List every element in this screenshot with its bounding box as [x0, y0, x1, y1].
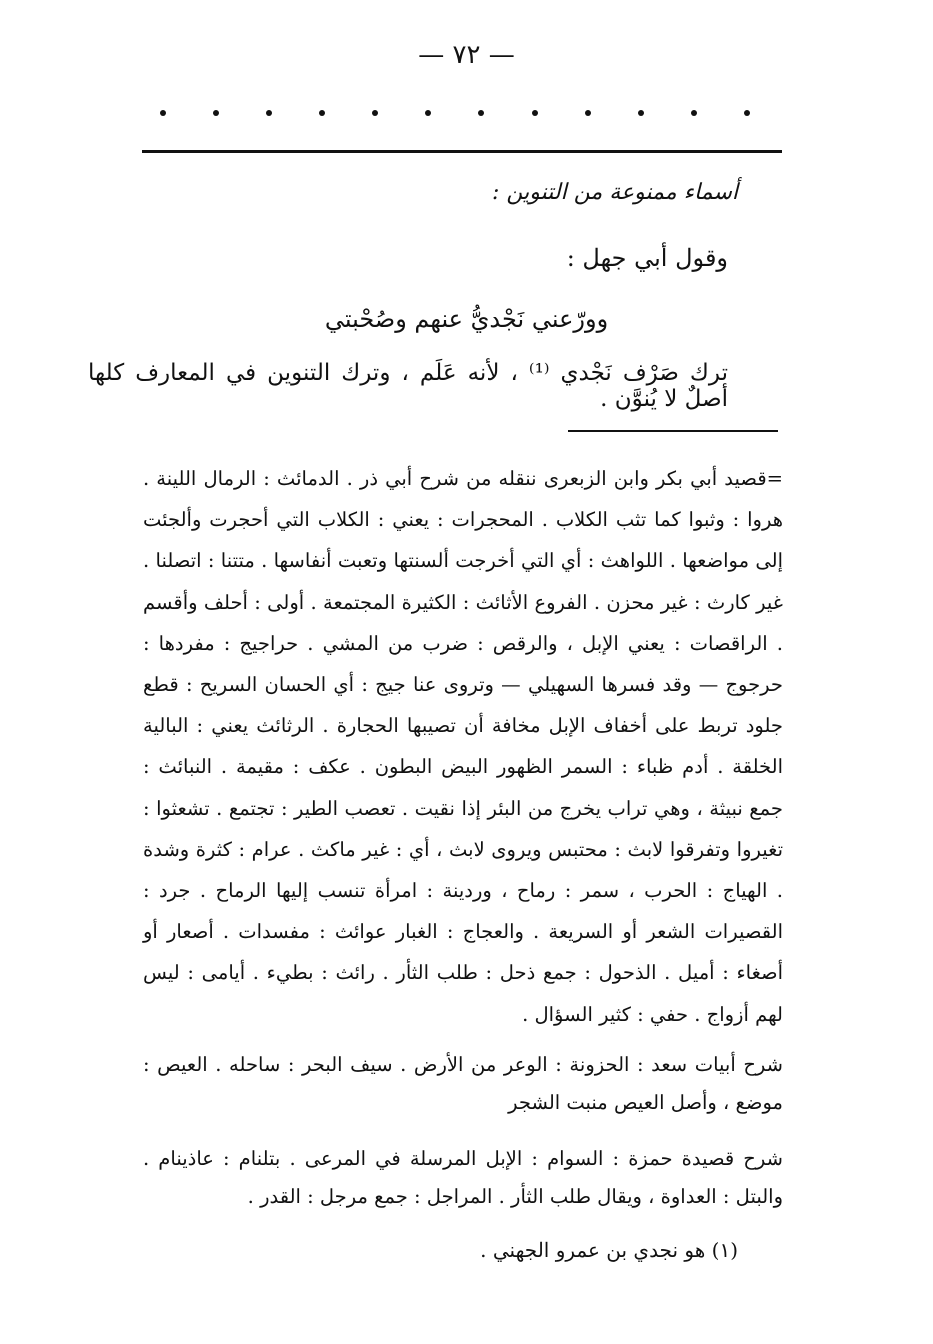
dot [319, 110, 325, 116]
dot [213, 110, 219, 116]
verse-line: وورّعني نَجْديُّ عنهم وصُحْبتي [324, 305, 609, 333]
notes-paragraph-saad [143, 1046, 783, 1122]
notes-paragraph [143, 458, 783, 1035]
section-heading: أسماء ممنوعة من التنوين : [492, 180, 738, 205]
dot [425, 110, 431, 116]
commentary-line: ترك صَرْف نَجْدي ⁽¹⁾ ، لأنه عَلَم ، وترك التنوين في المعارف كلها أصلٌ لا يُنوَّن . [88, 360, 728, 412]
dot [691, 110, 697, 116]
footnote: (١) هو نجدي بن عمرو الجهني . [480, 1238, 738, 1262]
footnote-rule [568, 430, 778, 432]
notes-paragraph-hamza [143, 1140, 783, 1216]
notes-text: =قصيد أبي بكر وابن الزبعرى ننقله من شرح أبي ذر . الدمائث : الرمال اللينة . هروا : وثبوا كما تثب الكلاب . المحجرات : يعني : الكلاب التي أحجرت وألجئت إلى مواضعها . اللواهث : أي التي أخرجت ألسنتها وتعبت أنفاسها . متتنا : اتصلنا . غير كارث : غير محزن . الفروع الأثائث : الكثيرة المجتمعة . أولى : أحلف وأقسم . الراقصات : يعني الإبل ، والرقص : ضرب من المشي . حراجيج : مفردها : حرجوج — وقد فسرها السهيلي — وتروى عنا جيج : أي الحسان السريح : قطع جلود تربط على أخفاف الإبل مخافة أن تصيبها الحجارة . الرثائث يعني : البالية الخلقة . أدم ظباء : السمر الظهور البيض البطون . عكف : مقيمة . النبائث : جمع نبيثة ، وهي تراب يخرج من البئر إذا نقيت . تعصب الطير : تجتمع . تشعثوا : تغيروا وتفرقوا لابث : محتبس ويروى لابث ، أي : غير ماكث . عرام : كثرة وشدة . الهياج : الحرب ، سمر : رماح ، وردينة : امرأة تنسب إليها الرماح . جرد : القصيرات الشعر أو السريعة . والعجاج : الغبار عوائث : مفسدات . أصعار أو أصغاء : أميل . الذحول : جمع ذحل : طلب الثأر . رائث : بطيء . أيامى : ليس لهم أزواج . حفي : كثير السؤال . [143, 467, 783, 1026]
dot [478, 110, 484, 116]
header-rule [142, 150, 782, 153]
dot [266, 110, 272, 116]
notes-text: شرح قصيدة حمزة : السوام : الإبل المرسلة في المرعى . بتلنام : عاذينام . والبتل : العداوة ، ويقال طلب الثأر . المراجل : جمع مرجل : القدر . [143, 1147, 783, 1208]
dot [585, 110, 591, 116]
dot [638, 110, 644, 116]
ornament-dots [160, 110, 750, 116]
dot [372, 110, 378, 116]
dot [744, 110, 750, 116]
intro-line: وقول أبي جهل : [566, 244, 728, 272]
dot [160, 110, 166, 116]
dot [532, 110, 538, 116]
page-number: — ٧٢ — [418, 40, 515, 70]
notes-text: شرح أبيات سعد : الحزونة : الوعر من الأرض . سيف البحر : ساحله . العيص : موضع ، وأصل العيص منبت الشجر [143, 1053, 783, 1114]
